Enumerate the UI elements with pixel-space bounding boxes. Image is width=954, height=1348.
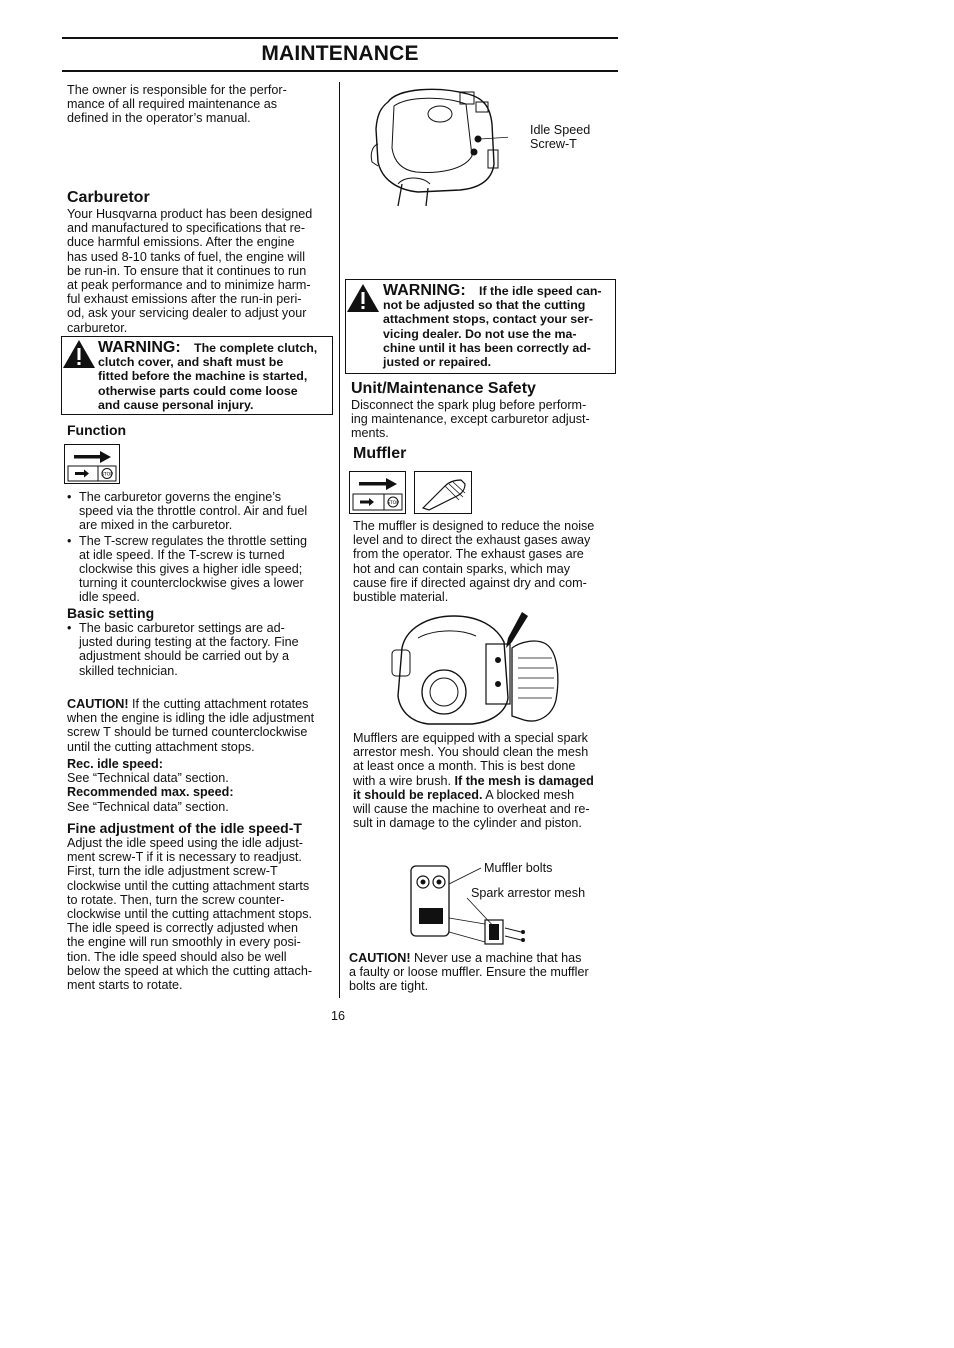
- warning-label: WARNING:: [383, 282, 466, 299]
- carburetor-heading: Carburetor: [67, 189, 150, 206]
- list-item: • The carburetor governs the engine’s speed via the throttle control. Air and fuel are mixed in the carburetor.: [67, 490, 333, 533]
- mesh-text-a: Mufflers are equipped with a special spark arrestor mesh. You should clean the mesh at least once a month. This is best done with a wire brush.: [353, 731, 589, 788]
- unit-safety-text: Disconnect the spark plug before perform- ing maintenance, except carburetor adjust- ments.: [351, 398, 590, 441]
- title-underline: [62, 70, 618, 72]
- rec-idle-label: Rec. idle speed:: [67, 757, 163, 771]
- basic-setting-heading: Basic setting: [67, 605, 155, 621]
- top-rule: [62, 37, 618, 39]
- muffler-heading: Muffler: [353, 445, 407, 462]
- list-item: • The basic carburetor settings are ad- justed during testing at the factory. Fine adjustment should be carried out by a skilled technician.: [67, 621, 333, 678]
- speeds-block: [67, 757, 234, 814]
- mesh-text-b: A blocked mesh will cause the machine to overheat and re- sult in damage to the cylinder and piston.: [353, 787, 590, 831]
- engine-idle-screw-illustration: [368, 84, 508, 210]
- rec-max-value: See “Technical data” section.: [67, 799, 229, 814]
- carburetor-text: Your Husqvarna product has been designed and manufactured to specifications that re- duce harmful emissions. After the engine has used 8-10 tanks of fuel, the engine will be run-in. To ensure that it continues to run at peak performance and to minimize harm- ful exhaust emissions after the run-in peri- od, ask your servicing dealer to adjust your carburetor.: [67, 207, 313, 335]
- wire-brush-icon: [414, 471, 472, 514]
- function-list: [67, 490, 333, 605]
- unit-safety-heading: Unit/Maintenance Safety: [351, 380, 536, 397]
- warning-label: WARNING:: [98, 339, 181, 356]
- caution-text: Never use a machine that has a faulty or loose muffler. Ensure the muffler bolts are tight.: [349, 951, 589, 994]
- muffler-text: The muffler is designed to reduce the noise level and to direct the exhaust gases away from the operator. The exhaust gases are hot and can contain sparks, which may cause fire if directed against dry and com- bustible material.: [353, 519, 595, 605]
- column-divider: [339, 82, 340, 998]
- warning-box-clutch: [61, 336, 333, 415]
- mesh-text-bold: If the mesh is damaged it should be replaced.: [353, 773, 594, 802]
- rec-max-label: Recommended max. speed:: [67, 785, 234, 800]
- caution-text: If the cutting attachment rotates when the engine is idling the idle adjustment screw T should be turned counterclockwise until the cutting attachment stops.: [67, 697, 315, 754]
- caution-idle: [67, 697, 337, 754]
- caution-muffler: [349, 951, 589, 994]
- mesh-text: [353, 731, 594, 830]
- caution-label: CAUTION!: [349, 951, 411, 965]
- stop-symbol: STOP: [387, 500, 399, 506]
- function-heading: Function: [67, 422, 127, 438]
- stop-symbol: STOP: [101, 472, 113, 478]
- page-title: MAINTENANCE: [261, 42, 419, 65]
- rec-idle-value: See “Technical data” section.: [67, 771, 229, 786]
- list-item: • The T-screw regulates the throttle setting at idle speed. If the T-screw is turned clockwise this gives a higher idle speed; turning it counterclockwise gives a lower idle speed.: [67, 534, 333, 605]
- engine-muffler-illustration: [388, 608, 562, 732]
- engine-off-icon: [349, 471, 406, 514]
- basic-setting-list: [67, 621, 333, 678]
- caution-label: CAUTION!: [67, 697, 129, 711]
- warning-triangle-icon: [62, 339, 96, 369]
- fine-adjust-text: Adjust the idle speed using the idle adjust- ment screw-T if it is necessary to readjust. First, turn the idle adjustment screw-T clockwise until the cutting attachment starts to rotate. Then, turn the screw counter- clockwise until the cutting attachment stops. The idle speed is correctly adjusted when the engine will run smoothly in every posi- tion. The idle speed should also be well below the speed at which the cutting attach- ment starts to rotate.: [67, 836, 313, 993]
- intro-text: The owner is responsible for the perfor- mance of all required maintenance as defined in the operator’s manual.: [67, 83, 287, 126]
- warning-text: If the idle speed can- not be adjusted so that the cutting attachment stops, contact your ser- vicing dealer. Do not use the ma- chine until it has been correctly ad- justed or repaired.: [383, 284, 602, 370]
- warning-text: The complete clutch, clutch cover, and shaft must be fitted before the machine is started, otherwise parts could come loose and cause personal injury.: [98, 341, 318, 412]
- spark-arrestor-label: Spark arrestor mesh: [471, 886, 586, 900]
- warning-box-idle: [345, 279, 616, 374]
- page-number: 16: [331, 1009, 346, 1023]
- idle-screw-label: Idle Speed Screw-T: [530, 123, 591, 152]
- muffler-bolts-label: Muffler bolts: [484, 861, 553, 875]
- engine-off-icon: [64, 444, 120, 484]
- warning-triangle-icon: [346, 283, 380, 313]
- fine-adjust-heading: Fine adjustment of the idle speed-T: [67, 820, 302, 836]
